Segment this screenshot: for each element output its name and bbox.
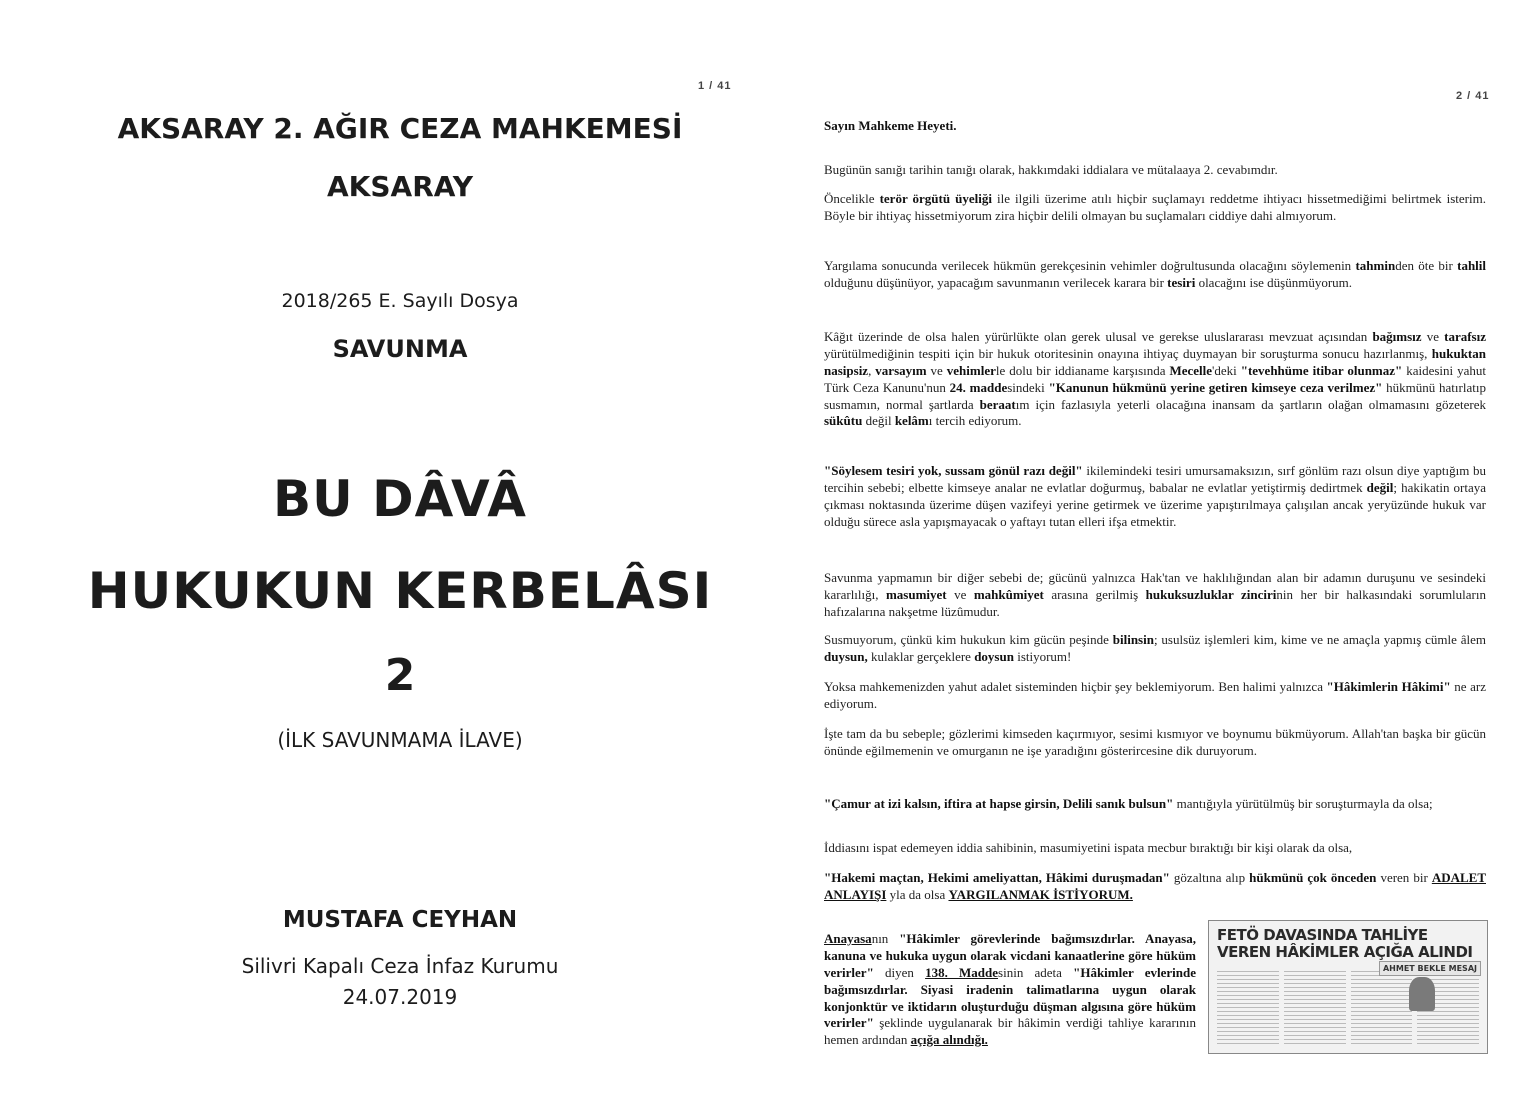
paragraph: "Söylesem tesiri yok, sussam gönül razı değil" ikilemindeki tesiri umursamaksızın, sırf gönlüm razı olsun diye yaptığım bu tercihin sebebi; elbette kimseye analar ne evlatlar doğurmuş, babalar ne evlatlar yetiştirmiş dedirtmek değil; hakikatin ortaya çıkması noktasında üzerime düşen vazifeyi yerine getirmek ve üzerime yapıştırılmaya çalışılan ancak yeryüzünde hukuk var olduğu sürece asla yapışmayacak o yaftayı tutan elleri ifşa etmektir. — [824, 463, 1486, 529]
paragraph: İşte tam da bu sebeple; gözlerimi kimseden kaçırmıyor, sesimi kısmıyor ve boynumu bükmüyorum. Allah'tan başka bir gücün önünde eğilmemenin ve omurganın ne işe yaradığını gösterircesine dik duruyorum. — [824, 726, 1486, 758]
clipping-badge: AHMET BEKLE MESAJ — [1379, 961, 1481, 976]
clipping-headline: FETÖ DAVASINDA TAHLİYE VEREN HÂKİMLER AÇIĞA ALINDI — [1217, 926, 1473, 961]
document-type: SAVUNMA — [332, 335, 468, 363]
paragraph: İddiasını ispat edemeyen iddia sahibinin, masumiyetini ispata mecbur bıraktığı bir kişi olarak da olsa, — [824, 840, 1353, 855]
paragraph: "Hakemi maçtan, Hekimi ameliyattan, Hâkimi duruşmadan" gözaltına alıp hükmünü çok önceden veren bir ADALET ANLAYIŞI yla da olsa YARGILANMAK İSTİYORUM. — [824, 870, 1486, 902]
paragraph: Anayasanın "Hâkimler görevlerinde bağımsızdırlar. Anayasa, kanuna ve hukuka uygun olarak vicdani kanaatlerine göre hüküm verirler" diyen 138. Maddesinin adeta "Hâkimler evlerinde bağımsızdırlar. Siyasi iradenin talimatlarına uygun olarak konjonktür ve iktidarın oluşturduğu düşman algısına göre hüküm verirler" şeklinde uygulanarak bir hâkimin verdiği tahliye kararının hemen ardından açığa alındığı. — [824, 931, 1196, 1048]
institution: Silivri Kapalı Ceza İnfaz Kurumu — [241, 954, 559, 978]
paragraph: Savunma yapmamın bir diğer sebebi de; gücünü yalnızca Hak'tan ve haklılığından alan bir adamın duruşunu ve sesindeki kararlılığı, masumiyet ve mahkûmiyet arasına gerilmiş hukuksuzluklar zincirinin her bir halkasındaki sorumluların hafızalarına nakşetme lüzûmudur. — [824, 570, 1486, 619]
author-name: MUSTAFA CEYHAN — [282, 907, 518, 933]
page-number: 1 / 41 — [698, 80, 732, 92]
paragraph: Kâğıt üzerinde de olsa halen yürürlükte olan gerek ulusal ve gerekse uluslararası mevzuat açısından bağımsız ve tarafsız yürütülmediğinin tespiti için bir hukuk otoritesinin onayına ihtiyaç duymayan bir soruşturma sonucu hazırlanmış, hukuktan nasipsiz, varsayım ve vehimlerle dolu bir iddianame karşısında Mecelle'deki "tevehhüme itibar olunmaz" kaidesini yahut Türk Ceza Kanunu'nun 24. maddesindeki "Kanunun hükmünü yerine getiren kimseye ceza verilmez" hükmünü hatırlatıp susmamın, normal şartlarda beraatım için fazlasıyla yeterli olacağına inansam da şartların olağan olmamasını gözeterek sükûtu değil kelâmı tercih ediyorum. — [824, 329, 1486, 429]
court-name: AKSARAY 2. AĞIR CEZA MAHKEMESİ — [117, 112, 683, 145]
clipping-body — [1217, 971, 1479, 1047]
paragraph: Susmuyorum, çünkü kim hukukun kim gücün peşinde bilinsin; usulsüz işlemleri kim, kime ve ne amaçla yapmış cümle âlem duysun, kulaklar gerçeklere doysun istiyorum! — [824, 632, 1486, 664]
newspaper-clipping — [1208, 920, 1488, 1054]
page-number: 2 / 41 — [1456, 90, 1490, 102]
title-line-3: 2 — [384, 650, 416, 701]
court-city: AKSARAY — [326, 170, 474, 203]
paragraph: Öncelikle terör örgütü üyeliği ile ilgili üzerime atılı hiçbir suçlamayı reddetme ihtiyacı hissetmediğimi belirtmek isterim. Böyle bir ihtiyaç hissetmiyorum zira hiçbir delili olmayan bu suçlamaları ciddiye dahi almıyorum. — [824, 191, 1486, 223]
paragraph: Bugünün sanığı tarihin tanığı olarak, hakkımdaki iddialara ve mütalaaya 2. cevabımdır. — [824, 162, 1278, 177]
title-line-2: HUKUKUN KERBELÂSI — [87, 562, 713, 620]
paragraph: Yoksa mahkemenizden yahut adalet sisteminden hiçbir şey beklemiyorum. Ben halimi yalnızca "Hâkimlerin Hâkimi" ne arz ediyorum. — [824, 679, 1487, 711]
date: 24.07.2019 — [342, 985, 458, 1009]
paragraph: "Çamur at izi kalsın, iftira at hapse girsin, Delili sanık bulsun" mantığıyla yürütülmüş bir soruşturmayla da olsa; — [824, 796, 1433, 811]
clipping-photo — [1409, 977, 1435, 1011]
title-line-1: BU DÂVÂ — [273, 470, 527, 528]
salutation: Sayın Mahkeme Heyeti. — [824, 118, 957, 133]
subtitle: (İLK SAVUNMAMA İLAVE) — [277, 728, 523, 752]
file-number: 2018/265 E. Sayılı Dosya — [281, 290, 519, 312]
paragraph: Yargılama sonucunda verilecek hükmün gerekçesinin vehimler doğrultusunda olacağını söylemenin tahminden öte bir tahlil olduğunu düşünüyor, yapacağım savunmanın verilecek karara bir tesiri olacağını ise düşünmüyorum. — [824, 258, 1487, 290]
